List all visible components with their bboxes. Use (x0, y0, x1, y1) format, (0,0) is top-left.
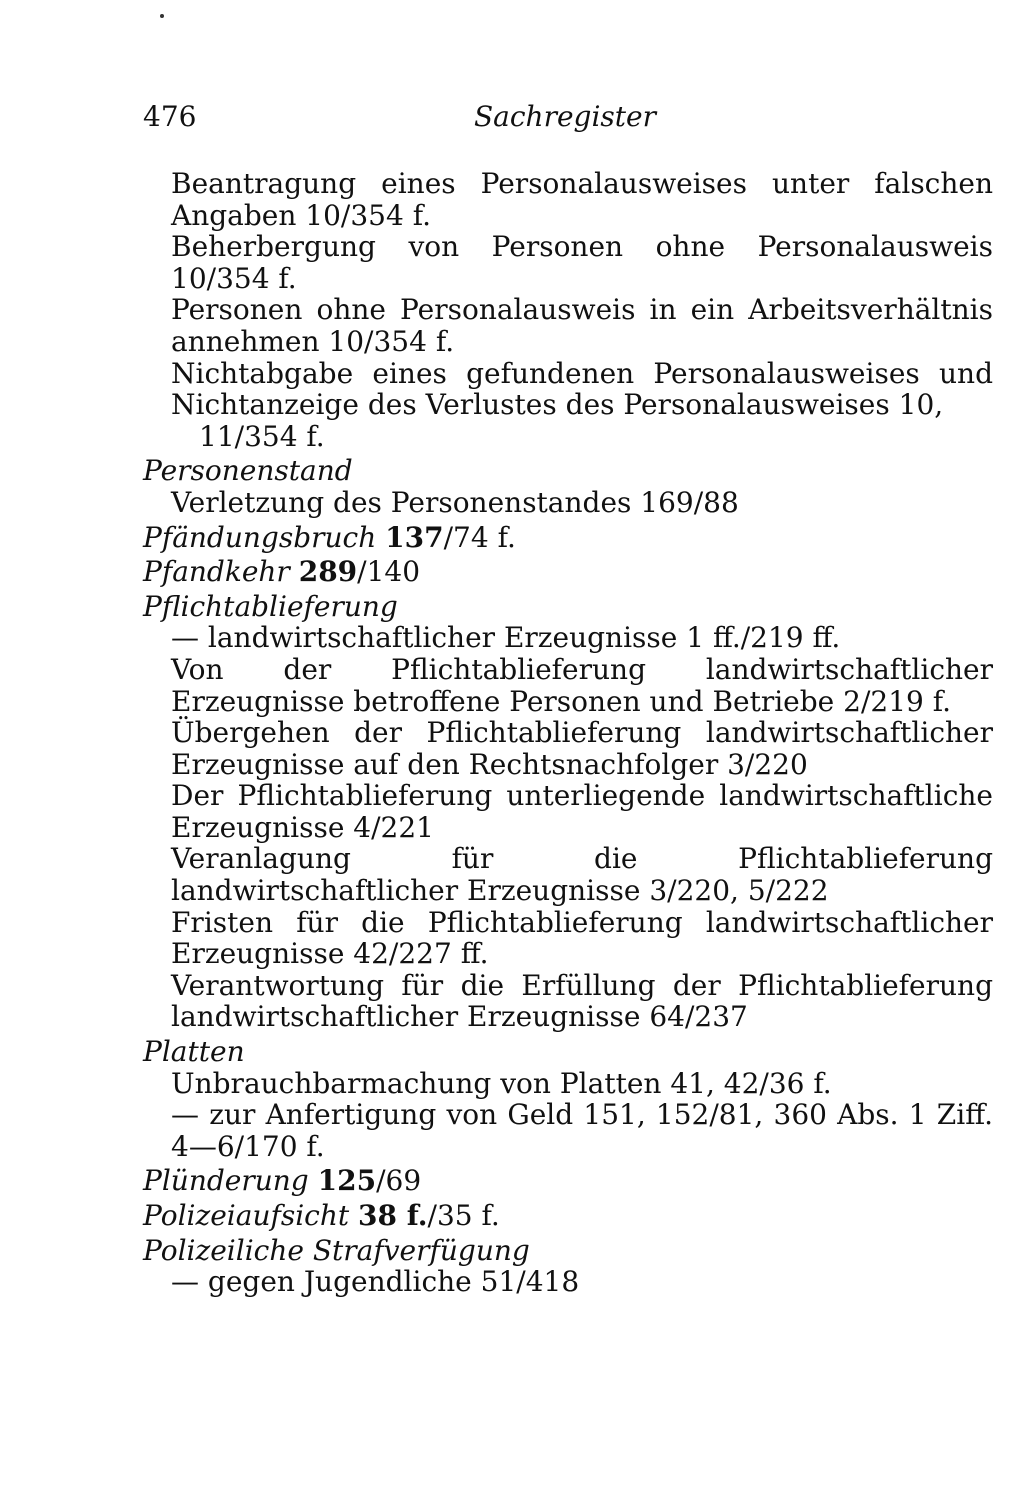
index-entry-pfaendungsbruch (143, 522, 993, 554)
index-entry-pflichtablieferung (143, 591, 993, 1033)
subentry: Nichtabgabe eines gefundenen Personalausweises und Nichtanzeige des Verlustes des Personalausweises 10, (171, 356, 993, 422)
entry-heading: Pfandkehr (143, 555, 299, 589)
entry-heading: Polizeiliche Strafverfügung (143, 1233, 530, 1267)
subentry: Verletzung des Personenstandes 169/88 (171, 485, 739, 519)
index-entry-polizeiaufsicht (143, 1200, 993, 1232)
running-header (0, 100, 1024, 134)
index-entry-pluenderung (143, 1165, 993, 1197)
subentry: Verantwortung für die Erfüllung der Pflichtablieferung landwirtschaftlicher Erzeugnisse 64/237 (171, 968, 993, 1034)
entry-ref-page: /74 f. (443, 520, 516, 554)
entry-heading: Pflichtablieferung (143, 589, 398, 623)
entry-heading: Polizeiaufsicht (143, 1199, 359, 1232)
subentry: Beantragung eines Personalausweises unter falschen Angaben 10/354 f. (171, 167, 993, 232)
entry-ref-article: 137 (385, 520, 444, 554)
subentry: Von der Pflichtablieferung landwirtschaftlicher Erzeugnisse betroffene Personen und Betriebe 2/219 f. (171, 652, 993, 718)
subentry: Beherbergung von Personen ohne Personalausweis 10/354 f. (171, 230, 993, 295)
entry-ref-page: /69 (376, 1164, 422, 1198)
entry-ref-article: 125 (317, 1164, 377, 1198)
entry-ref-article: 38 f. (358, 1199, 428, 1232)
page-number: 476 (143, 100, 197, 133)
entry-heading: Plünderung (143, 1164, 318, 1198)
entry-ref-page: /35 f. (427, 1199, 500, 1232)
index-entry-personalausweis-cont (143, 168, 993, 452)
entry-heading: Platten (143, 1035, 245, 1069)
subentry: — gegen Jugendliche 51/418 (171, 1265, 580, 1299)
subentry: Fristen für die Pflichtablieferung landwirtschaftlicher Erzeugnisse 42/227 ff. (171, 905, 993, 971)
subentry: — landwirtschaftlicher Erzeugnisse 1 ff./219 ff. (171, 621, 841, 655)
entry-heading: Pfändungsbruch (143, 520, 386, 554)
entry-ref-page: /140 (357, 555, 421, 589)
entry-heading: Personenstand (143, 454, 353, 488)
index-body (143, 168, 993, 1301)
subentry: Der Pflichtablieferung unterliegende landwirtschaftliche Erzeugnisse 4/221 (171, 779, 993, 844)
index-entry-polizeiliche-strafverfuegung (143, 1235, 993, 1298)
subentry-continuation: 11/354 f. (199, 419, 325, 453)
subentry: Unbrauchbarmachung von Platten 41, 42/36 f. (171, 1066, 832, 1100)
index-entry-personenstand (143, 455, 993, 518)
running-title: Sachregister (474, 100, 656, 133)
subentry: Veranlagung für die Pflichtablieferung landwirtschaftlicher Erzeugnisse 3/220, 5/222 (171, 842, 993, 908)
subentry: — zur Anfertigung von Geld 151, 152/81, 360 Abs. 1 Ziff. 4—6/170 f. (171, 1098, 993, 1163)
index-entry-pfandkehr (143, 556, 993, 588)
print-speck (160, 14, 164, 18)
index-entry-platten (143, 1036, 993, 1162)
entry-ref-article: 289 (298, 555, 358, 589)
subentry: Personen ohne Personalausweis in ein Arbeitsverhältnis annehmen 10/354 f. (171, 293, 993, 358)
subentry: Übergehen der Pflichtablieferung landwirtschaftlicher Erzeugnisse auf den Rechtsnachfolger 3/220 (171, 716, 993, 781)
